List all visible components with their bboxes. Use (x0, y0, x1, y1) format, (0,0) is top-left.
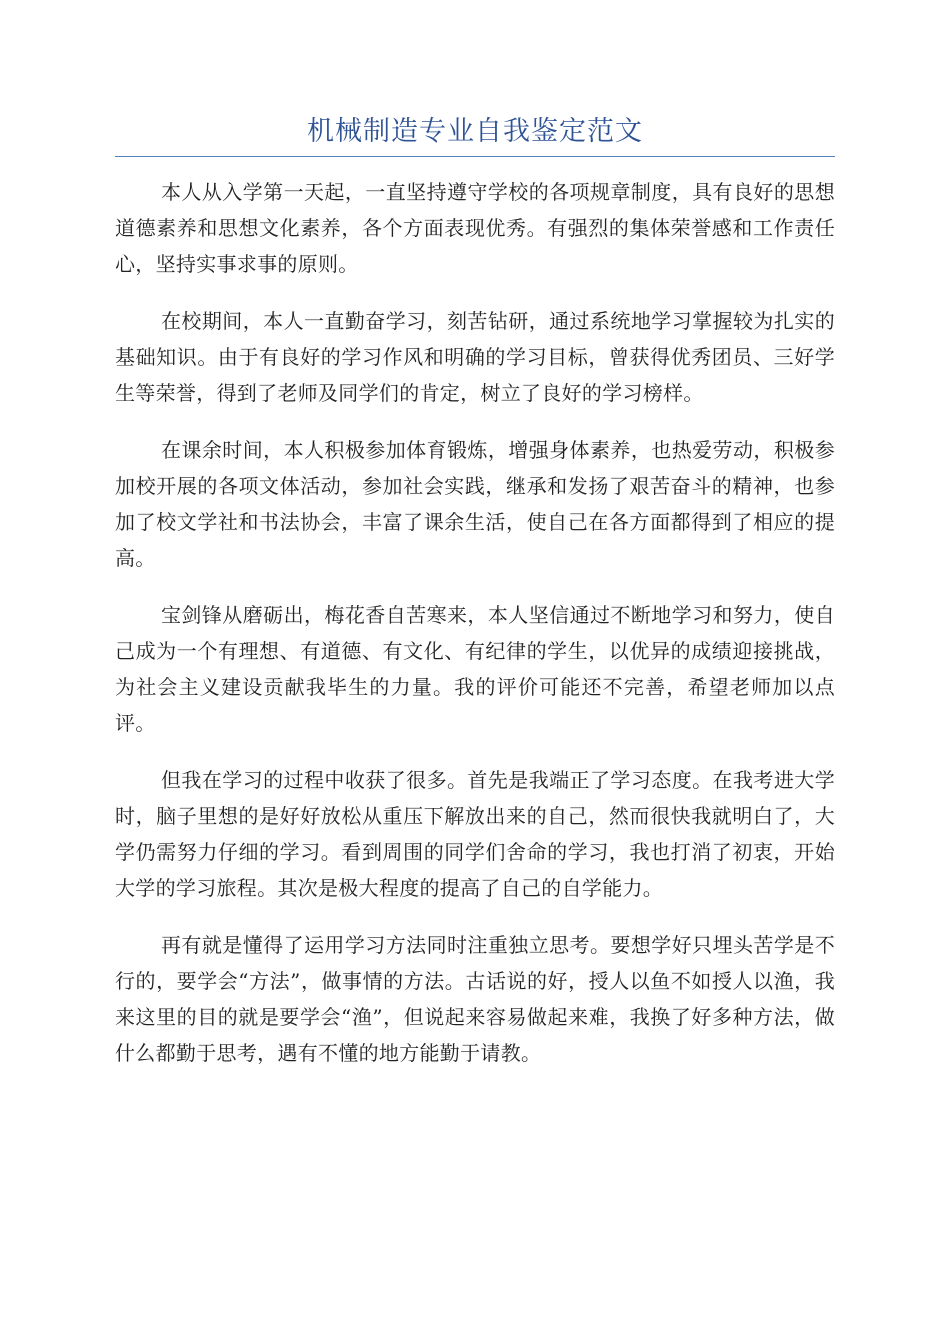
paragraph-6: 再有就是懂得了运用学习方法同时注重独立思考。要想学好只埋头苦学是不行的，要学会“方法”，做事情的方法。古话说的好，授人以鱼不如授人以渔，我来这里的目的就是要学会“渔”，但说起来容易做起来难，我换了好多种方法，做什么都勤于思考，遇有不懂的地方能勤于请教。 (115, 933, 835, 1065)
paragraph-2: 在校期间，本人一直勤奋学习，刻苦钻研，通过系统地学习掌握较为扎实的基础知识。由于有良好的学习作风和明确的学习目标，曾获得优秀团员、三好学生等荣誉，得到了老师及同学们的肯定，树立了良好的学习榜样。 (115, 309, 835, 405)
paragraph-1: 本人从入学第一天起，一直坚持遵守学校的各项规章制度，具有良好的思想道德素养和思想文化素养，各个方面表现优秀。有强烈的集体荣誉感和工作责任心，坚持实事求事的原则。 (115, 180, 835, 276)
paragraph-5: 但我在学习的过程中收获了很多。首先是我端正了学习态度。在我考进大学时，脑子里想的是好好放松从重压下解放出来的自己，然而很快我就明白了，大学仍需努力仔细的学习。看到周围的同学们舍命的学习，我也打消了初衷，开始大学的学习旅程。其次是极大程度的提高了自己的自学能力。 (115, 768, 835, 900)
page-title: 机械制造专业自我鉴定范文 (307, 116, 643, 147)
document-body (115, 174, 835, 1092)
title-block (115, 108, 835, 157)
paragraph-3: 在课余时间，本人积极参加体育锻炼，增强身体素养，也热爱劳动，积极参加校开展的各项文体活动，参加社会实践，继承和发扬了艰苦奋斗的精神，也参加了校文学社和书法协会，丰富了课余生活，使自己在各方面都得到了相应的提高。 (115, 438, 835, 570)
paragraph-4: 宝剑锋从磨砺出，梅花香自苦寒来，本人坚信通过不断地学习和努力，使自己成为一个有理想、有道德、有文化、有纪律的学生，以优异的成绩迎接挑战，为社会主义建设贡献我毕生的力量。我的评价可能还不完善，希望老师加以点评。 (115, 603, 835, 735)
